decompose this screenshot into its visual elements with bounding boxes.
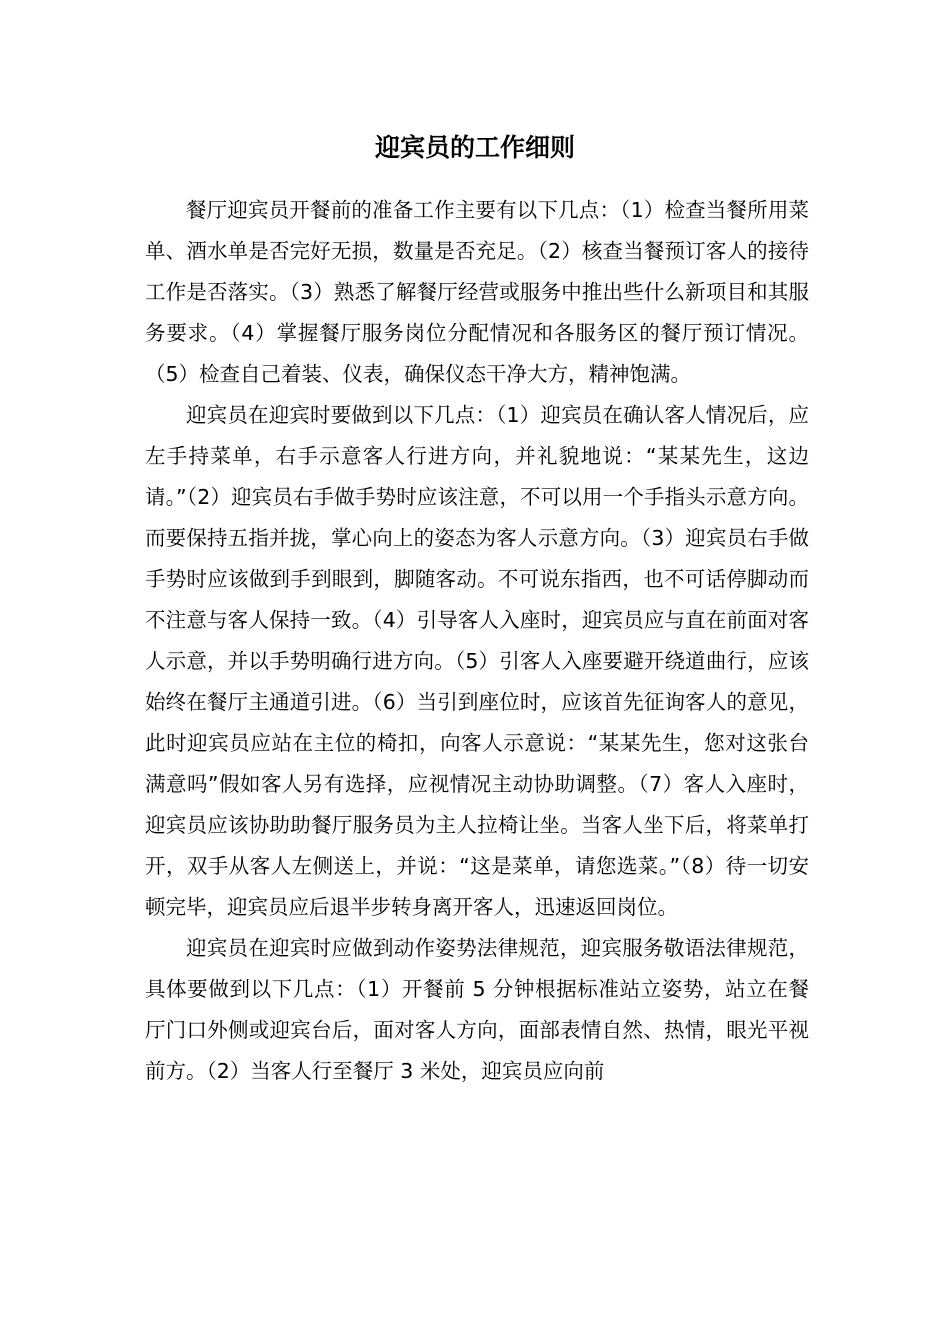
paragraph-preparation: 餐厅迎宾员开餐前的准备工作主要有以下几点：（1）检查当餐所用菜单、酒水单是否完好无损，数量是否充足。（2）核查当餐预订客人的接待工作是否落实。（3）熟悉了解餐厅经营或服务中推出些什么新项目和其服务要求。（4）掌握餐厅服务岗位分配情况和各服务区的餐厅预订情况。（5）检查自己着装、仪表，确保仪态干净大方，精神饱满。 bbox=[145, 198, 809, 386]
paragraph-greeting-standards: 迎宾员在迎宾时应做到动作姿势法律规范，迎宾服务敬语法律规范，具体要做到以下几点：（1）开餐前 5 分钟根据标准站立姿势，站立在餐厅门口外侧或迎宾台后，面对客人方向，面部表情自然、热情，眼光平视前方。（2）当客人行至餐厅 3 米处，迎宾员应向前 bbox=[145, 936, 809, 1083]
document-title: 迎宾员的工作细则 bbox=[374, 133, 575, 162]
paragraph-greeting-procedure: 迎宾员在迎宾时要做到以下几点：（1）迎宾员在确认客人情况后，应左手持菜单，右手示意客人行进方向，并礼貌地说：“某某先生，这边请。”（2）迎宾员右手做手势时应该注意，不可以用一个手指头示意方向。而要保持五指并拢，掌心向上的姿态为客人示意方向。（3）迎宾员右手做手势时应该做到手到眼到，脚随客动。不可说东指西，也不可话停脚动而不注意与客人保持一致。（4）引导客人入座时，迎宾员应与直在前面对客人示意，并以手势明确行进方向。（5）引客人入座要避开绕道曲行，应该始终在餐厅主通道引进。（6）当引到座位时，应该首先征询客人的意见，此时迎宾员应站在主位的椅扣，向客人示意说：“某某先生，您对这张台满意吗”假如客人另有选择，应视情况主动协助调整。（7）客人入座时，迎宾员应该协助助餐厅服务员为主人拉椅让坐。当客人坐下后，将菜单打开，双手从客人左侧送上，并说：“这是菜单，请您选菜。”（8）待一切安顿完毕，迎宾员应后退半步转身离开客人，迅速返回岗位。 bbox=[145, 403, 809, 919]
document-body bbox=[145, 190, 809, 1092]
